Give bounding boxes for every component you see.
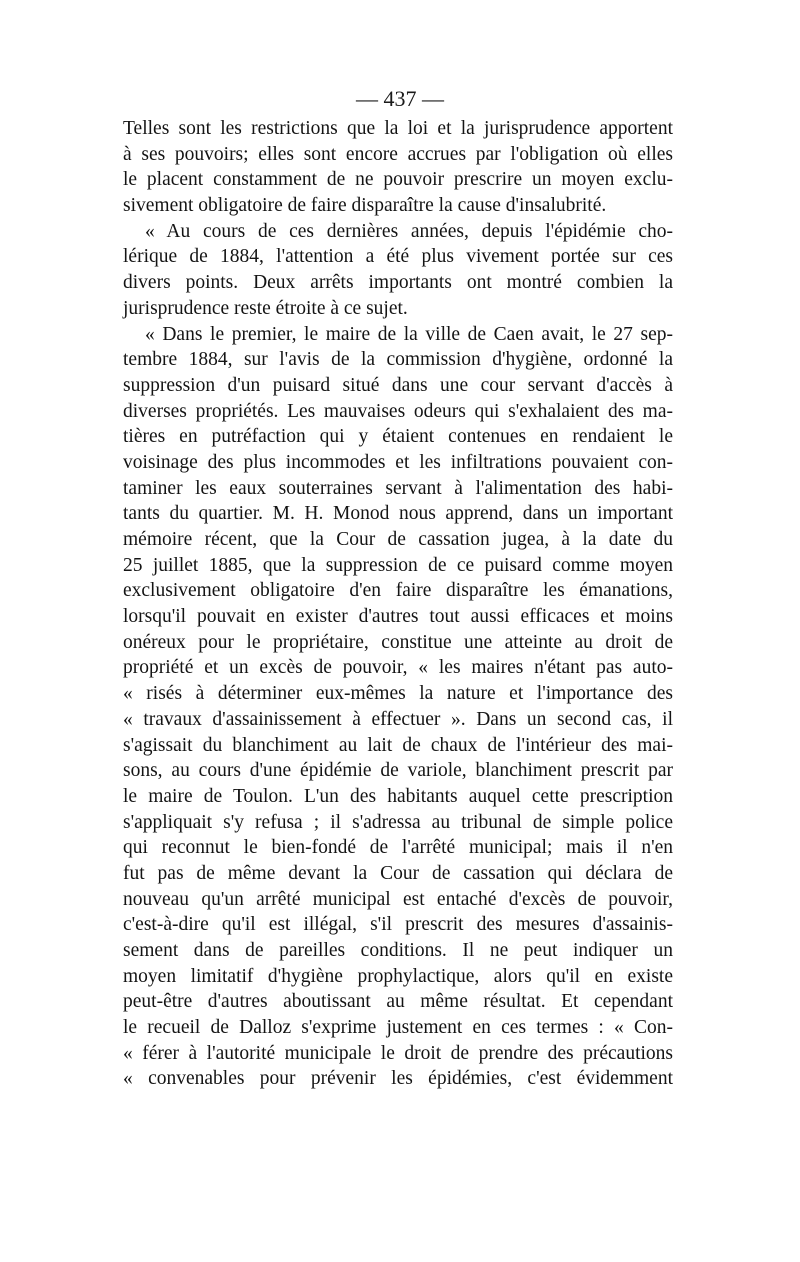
text-line: s'appliquait s'y refusa ; il s'adressa au tribunal de simple police bbox=[123, 811, 673, 833]
text-line: moyen limitatif d'hygiène prophylactique, alors qu'il en existe bbox=[123, 965, 673, 987]
text-line: jurisprudence reste étroite à ce sujet. bbox=[123, 297, 408, 319]
text-line: tières en putréfaction qui y étaient contenues en rendaient le bbox=[123, 426, 673, 448]
text-line: sivement obligatoire de faire disparaître la cause d'insalubrité. bbox=[123, 195, 607, 217]
text-line: mémoire récent, que la Cour de cassation jugea, à la date du bbox=[123, 529, 673, 550]
text-line: « convenables pour prévenir les épidémies, c'est évidemment bbox=[123, 1068, 673, 1090]
text-line: tants du quartier. M. H. Monod nous apprend, dans un important bbox=[123, 503, 673, 525]
text-line: qui reconnut le bien-fondé de l'arrêté municipal; mais il n'en bbox=[123, 837, 673, 859]
text-line: c'est-à-dire qu'il est illégal, s'il prescrit des mesures d'assainis- bbox=[123, 914, 673, 936]
text-line: s'agissait du blanchiment au lait de chaux de l'intérieur des mai- bbox=[123, 734, 673, 756]
text-line: fut pas de même devant la Cour de cassation qui déclara de bbox=[123, 862, 673, 884]
text-line: voisinage des plus incommodes et les infiltrations pouvaient con- bbox=[123, 451, 673, 473]
text-line: sons, au cours d'une épidémie de variole, blanchiment prescrit par bbox=[123, 760, 673, 782]
text-line: taminer les eaux souterraines servant à l'alimentation des habi- bbox=[123, 477, 673, 499]
text-line: onéreux pour le propriétaire, constitue une atteinte au droit de bbox=[123, 631, 673, 653]
text-line: 25 juillet 1885, que la suppression de ce puisard comme moyen bbox=[123, 554, 673, 576]
text-line: diverses propriétés. Les mauvaises odeurs qui s'exhalaient des ma- bbox=[123, 400, 673, 422]
text-line: sement dans de pareilles conditions. Il ne peut indiquer un bbox=[123, 940, 673, 961]
text-line: « férer à l'autorité municipale le droit de prendre des précautions bbox=[123, 1042, 673, 1064]
text-line: « Au cours de ces dernières années, depuis l'épidémie cho- bbox=[145, 220, 673, 242]
text-line: le maire de Toulon. L'un des habitants auquel cette prescription bbox=[123, 785, 673, 807]
text-line: divers points. Deux arrêts importants ont montré combien la bbox=[123, 272, 673, 294]
text-line: nouveau qu'un arrêté municipal est entaché d'excès de pouvoir, bbox=[123, 888, 673, 910]
text-line: « travaux d'assainissement à effectuer ». Dans un second cas, il bbox=[123, 708, 673, 730]
text-line: peut-être d'autres aboutissant au même résultat. Et cependant bbox=[123, 991, 673, 1013]
text-line: exclusivement obligatoire d'en faire disparaître les émanations, bbox=[123, 580, 673, 602]
text-line: Telles sont les restrictions que la loi et la jurisprudence apportent bbox=[123, 118, 673, 139]
text-line: lorsqu'il pouvait en exister d'autres tout aussi efficaces et moins bbox=[123, 606, 673, 628]
text-line: le placent constamment de ne pouvoir prescrire un moyen exclu- bbox=[123, 169, 673, 191]
text-line: suppression d'un puisard situé dans une cour servant d'accès à bbox=[123, 374, 673, 396]
body-text bbox=[123, 116, 673, 1092]
text-line: « Dans le premier, le maire de la ville de Caen avait, le 27 sep- bbox=[145, 323, 673, 345]
text-line: « risés à déterminer eux-mêmes la nature et l'importance des bbox=[123, 683, 673, 705]
text-line: à ses pouvoirs; elles sont encore accrues par l'obligation où elles bbox=[123, 143, 673, 165]
text-line: propriété et un excès de pouvoir, « les maires n'étant pas auto- bbox=[123, 657, 673, 679]
page-number: — 437 — bbox=[356, 86, 444, 111]
text-line: tembre 1884, sur l'avis de la commission d'hygiène, ordonné la bbox=[123, 349, 673, 371]
text-line: lérique de 1884, l'attention a été plus vivement portée sur ces bbox=[123, 246, 673, 268]
text-line: le recueil de Dalloz s'exprime justement en ces termes : « Con- bbox=[123, 1017, 673, 1039]
